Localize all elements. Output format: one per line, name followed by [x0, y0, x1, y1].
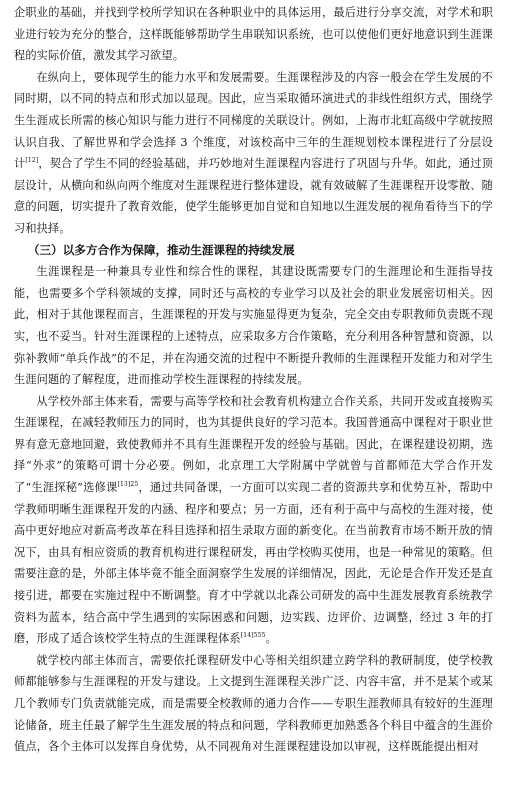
citation-marker: [13]25: [117, 481, 139, 489]
section-heading: （三）以多方合作为保障，推动生涯课程的持续发展: [27, 242, 295, 257]
paragraph-3: [14, 261, 493, 391]
paragraph-text: 从学校外部主体来看，需要与高等学校和社会教育机构建立合作关系，共同开发或直接购买生涯课程，在减轻教师压力的同时，也为其提供良好的学习范本。我国普通高中课程对于职业世界有意无意地回避，致使教师并不具有生涯课程开发的经验与基础。因此，在课程建设初期，选择“外求”的策略可谓十分必要。例如，北京理工大学附属中学就曾与首都师范大学合作开发了“生涯探秘”选修课: [14, 394, 493, 495]
citation-marker: [12]: [25, 157, 39, 165]
citation-marker: [14]555: [240, 632, 266, 640]
paragraph-text: 。: [265, 632, 277, 646]
paragraph-1: [14, 2, 493, 67]
paragraph-2: [14, 67, 493, 240]
paragraph-text: 企职业的基础，并找到学校所学知识在各种职业中的具体运用，最后进行分享交流，对学术和职业进行较为充分的整合，这样既能够帮助学生串联知识系统，也可以使他们更好地意识到生涯课程的实际价值，激发其学习欲望。: [14, 6, 493, 63]
paragraph-text: 在纵向上，要体现学生的能力水平和发展需要。生涯课程涉及的内容一般会在学生发展的不同时期，以不同的特点和形式加以显现。因此，应当采取循环演进式的非线性组织方式，围绕学生生涯成长所需的核心知识与能力进行不同梯度的关联设计。例如，上海市北虹高级中学就按照认识自我、了解世界和学会选择 3 个维度，对该校高中三年的生涯规划校本课程进行了分层设计: [14, 70, 493, 171]
paragraph-4: [14, 391, 493, 650]
paragraph-text: 就学校内部主体而言，需要依托课程研发中心等相关组织建立跨学科的教研制度，使学校教师都能够参与生涯课程的开发与建设。上文提到生涯课程关涉广泛、内容丰富，并不是某个或某几个教师专门负责就能完成，而是需要全校教师的通力合作——专职生涯教师具有较好的生涯理论储备，班主任最了解学生生涯发展的特点和问题，学科教师更加熟悉各个科目中蕴含的生涯价值点，各个主体可以发挥自身优势，从不同视角对生涯课程建设加以审视，这样既能提出相对: [14, 653, 493, 754]
paragraph-5: [14, 650, 493, 758]
paragraph-text: ，契合了学生不同的经验基础，并巧妙地对生涯课程内容进行了巩固与升华。如此，通过顶层设计，从横向和纵向两个维度对生涯课程进行整体建设，就有效破解了生涯课程开设零散、随意的问题，切实提升了教育效能，使学生能够更加自觉和自知地以生涯发展的视角看待当下的学习和抉择。: [14, 157, 493, 235]
paragraph-text: ，通过共同备课，一方面可以实现二者的资源共享和优势互补，帮助中学教师明晰生涯课程开发的内涵、程序和要点；另一方面，还有利于高中与高校的生涯对接，使高中更好地应对新高考改革在科目选择和招生录取方面的新变化。在当前教育市场不断开放的情况下，由具有相应资质的教育机构进行课程研发，再由学校购买使用，也是一种常见的策略。但需要注意的是，外部主体毕竟不能全面洞察学生发展的详细情况，因此，无论是合作开发还是直接引进，都要在实施过程中不断调整。育才中学就以北森公司研发的高中生涯发展教育系统教学资料为蓝本，结合高中学生遇到的实际困惑和问题，边实践、边评价、边调整，经过 3 年的打磨，形成了适合该校学生特点的生涯课程体系: [14, 481, 493, 646]
paragraph-text: 生涯课程是一种兼具专业性和综合性的课程，其建设既需要专门的生涯理论和生涯指导技能，也需要多个学科领域的支撑，同时还与高校的专业学习以及社会的职业发展密切相关。因此，相对于其他课程而言，生涯课程的开发与实施显得更为复杂，完全交由专职教师负责既不现实，也不妥当。针对生涯课程的上述特点，应采取多方合作策略，充分利用各种智慧和资源，以弥补教师“单兵作战”的不足，并在沟通交流的过程中不断提升教师的生涯课程开发能力和对学生生涯问题的了解程度，进而推动学校生涯课程的持续发展。: [14, 265, 493, 387]
